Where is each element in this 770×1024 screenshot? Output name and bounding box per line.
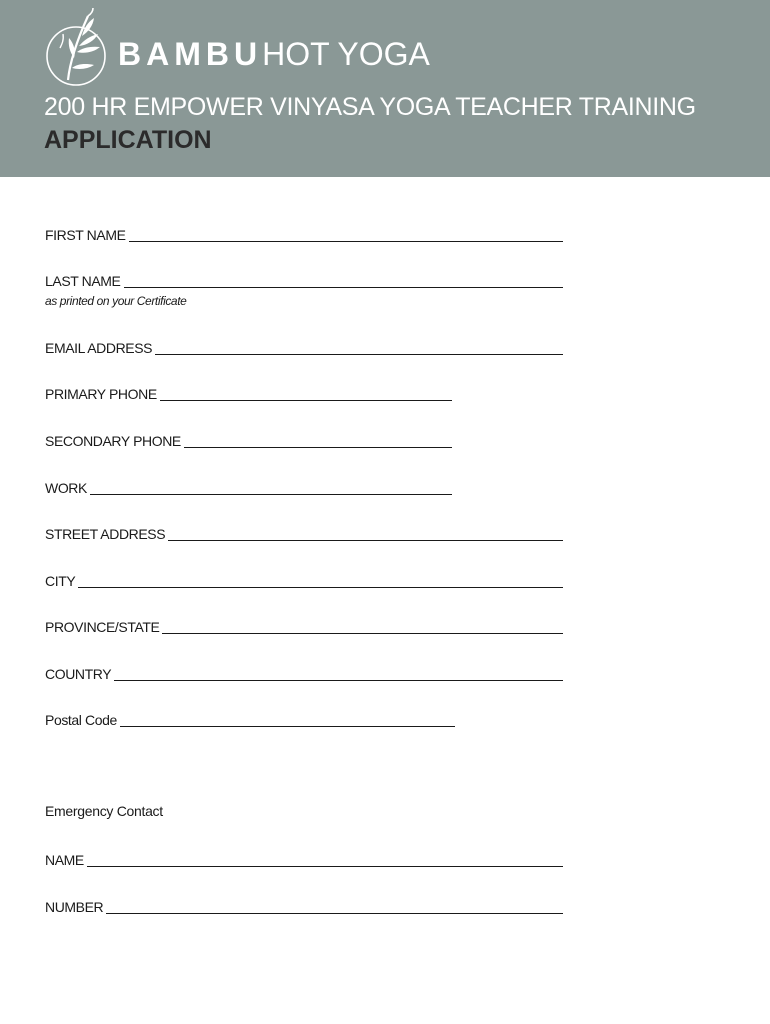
primary-phone-field[interactable]: [45, 382, 452, 402]
last-name-field[interactable]: [45, 269, 563, 289]
first-name-input-line[interactable]: [129, 241, 563, 242]
country-label: COUNTRY: [45, 666, 112, 682]
last-name-note: as printed on your Certificate: [45, 294, 187, 308]
secondary-phone-input-line[interactable]: [184, 447, 452, 448]
last-name-input-line[interactable]: [124, 287, 564, 288]
training-title: 200 HR EMPOWER VINYASA YOGA TEACHER TRAINING: [44, 93, 696, 121]
work-input-line[interactable]: [90, 494, 452, 495]
bamboo-leaf-logo-icon: [44, 6, 116, 86]
province-state-input-line[interactable]: [162, 633, 563, 634]
first-name-field[interactable]: [45, 223, 563, 243]
emergency-number-label: NUMBER: [45, 899, 104, 915]
city-label: CITY: [45, 573, 76, 589]
secondary-phone-label: SECONDARY PHONE: [45, 433, 181, 449]
page-title: APPLICATION: [44, 126, 212, 154]
emergency-contact-heading: Emergency Contact: [45, 803, 163, 819]
brand-name-light: HOT YOGA: [262, 36, 430, 72]
email-field[interactable]: [45, 336, 563, 356]
postal-code-label: Postal Code: [45, 712, 117, 728]
country-field[interactable]: [45, 662, 563, 682]
emergency-name-input-line[interactable]: [87, 866, 563, 867]
city-field[interactable]: [45, 569, 563, 589]
emergency-name-label: NAME: [45, 852, 84, 868]
province-state-field[interactable]: [45, 615, 563, 635]
primary-phone-label: PRIMARY PHONE: [45, 386, 157, 402]
email-input-line[interactable]: [155, 354, 563, 355]
email-label: EMAIL ADDRESS: [45, 340, 153, 356]
city-input-line[interactable]: [78, 587, 563, 588]
work-label: WORK: [45, 480, 87, 496]
header-banner: [0, 0, 770, 177]
work-phone-field[interactable]: [45, 476, 452, 496]
country-input-line[interactable]: [114, 680, 563, 681]
last-name-label: LAST NAME: [45, 273, 121, 289]
emergency-number-input-line[interactable]: [106, 913, 563, 914]
emergency-number-field[interactable]: [45, 895, 563, 915]
province-state-label: PROVINCE/STATE: [45, 619, 160, 635]
secondary-phone-field[interactable]: [45, 429, 452, 449]
first-name-label: FIRST NAME: [45, 227, 126, 243]
brand-name: [118, 36, 430, 72]
postal-code-field[interactable]: [45, 708, 455, 728]
street-address-field[interactable]: [45, 522, 563, 542]
emergency-name-field[interactable]: [45, 848, 563, 868]
street-address-label: STREET ADDRESS: [45, 526, 166, 542]
postal-code-input-line[interactable]: [120, 726, 455, 727]
street-address-input-line[interactable]: [168, 540, 563, 541]
primary-phone-input-line[interactable]: [160, 400, 452, 401]
brand-name-bold: BAMBU: [118, 36, 263, 72]
